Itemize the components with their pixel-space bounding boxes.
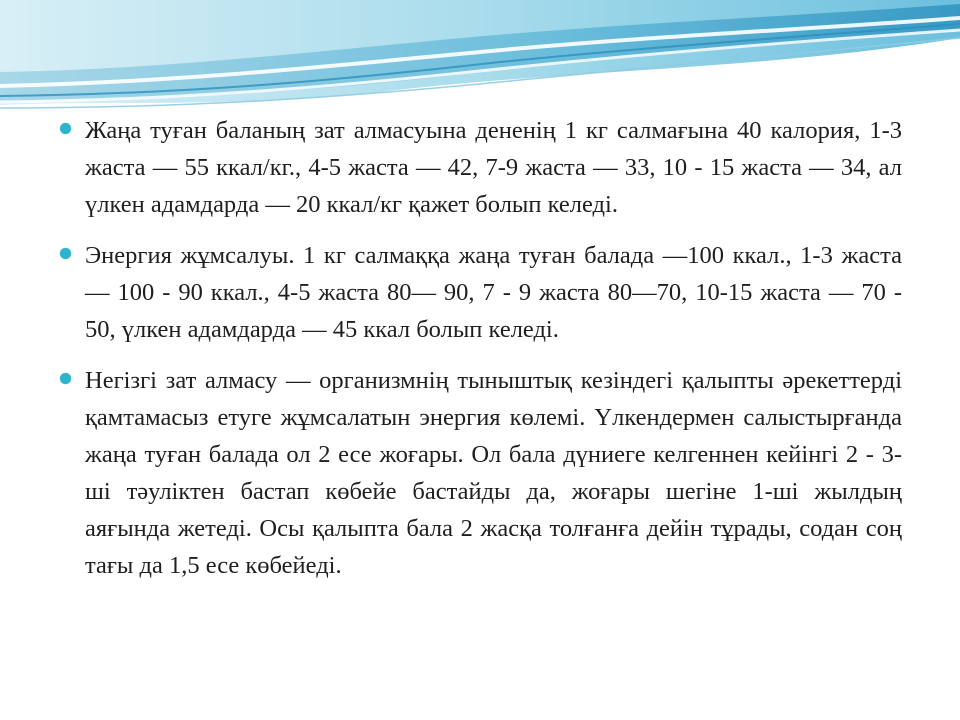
bullet-text: Энергия жұмсалуы. 1 кг салмаққа жаңа туған балада —100 ккал., 1-3 жаста — 100 - 90 ккал., 4-5 жаста 80— 90, 7 - 9 жаста 80—70, 10-15 жаста — 70 - 50, үлкен адамдарда — 45 ккал болып келеді. [85, 242, 902, 343]
bullet-dot-icon [60, 248, 71, 259]
content-body [60, 112, 902, 598]
bullet-dot-icon [60, 123, 71, 134]
bullet-text: Жаңа туған баланың зат алмасуына дененің 1 кг салмағына 40 калория, 1-3 жаста — 55 ккал/кг., 4-5 жаста — 42, 7-9 жаста — 33, 10 - 15 жаста — 34, ал үлкен адамдарда — 20 ккал/кг қажет болып келеді. [85, 117, 902, 218]
bullet-dot-icon [60, 373, 71, 384]
bullet-text: Негізгі зат алмасу — организмнің тыныштық кезіндегі қалыпты әрекеттерді қамтамасыз етуге жұмсалатын энергия көлемі. Үлкендермен салыстырғанда жаңа туған балада ол 2 есе жоғары. Ол бала дүниеге келгеннен кейінгі 2 - 3-ші тәуліктен бастап көбейе бастайды да, жоғары шегіне 1-ші жылдың аяғында жетеді. Осы қалыпта бала 2 жасқа толғанға дейін тұрады, содан соң тағы да 1,5 есе көбейеді. [85, 367, 902, 579]
bullet-item [60, 112, 902, 223]
wave-header-decoration [0, 0, 960, 120]
bullet-item [60, 362, 902, 584]
bullet-item [60, 237, 902, 348]
